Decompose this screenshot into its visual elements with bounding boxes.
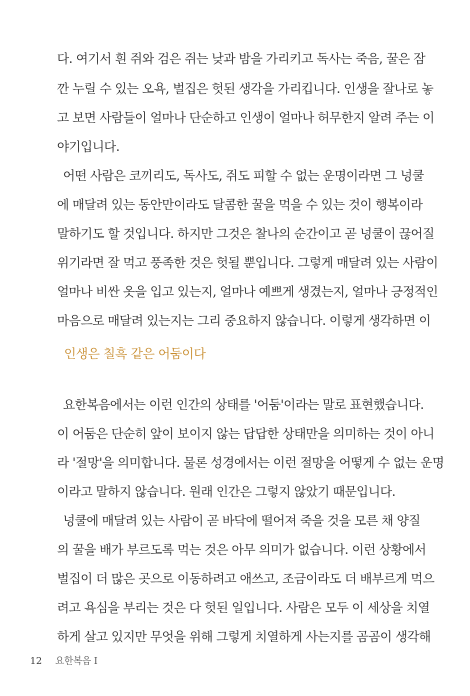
body-text-line: 깐 누릴 수 있는 오욕, 벌집은 헛된 생각을 가리킵니다. 인생을 잘나로 놓 — [57, 81, 434, 96]
body-text-line: 말하기도 할 것입니다. 하지만 그것은 찰나의 순간이고 곧 넝쿨이 끊어질 — [57, 226, 435, 241]
body-text-line: 마음으로 매달려 있는지는 그리 중요하지 않습니다. 이렇게 생각하면 이 — [57, 313, 431, 328]
running-title: 요한복음 I — [55, 656, 98, 667]
body-text-line: 요한복음에서는 이런 인간의 상태를 '어둠'이라는 말로 표현했습니다. — [63, 397, 424, 412]
body-text-line: 다. 여기서 흰 쥐와 검은 쥐는 낮과 밤을 가리키고 독사는 죽음, 꿀은 잠 — [57, 51, 426, 66]
body-text-line: 의 꿀을 배가 부르도록 먹는 것은 아무 의미가 없습니다. 이런 상황에서 — [57, 542, 427, 557]
body-text-line: 이라고 말하지 않습니다. 원래 인간은 그렇지 않았기 때문입니다. — [57, 484, 396, 499]
body-text-line: 위기라면 잘 먹고 풍족한 것은 헛될 뿐입니다. 그렇게 매달려 있는 사람이 — [57, 255, 438, 270]
body-text-line: 에 매달려 있는 동안만이라도 달콤한 꿀을 먹을 수 있는 것이 행복이라 — [57, 197, 423, 212]
section-heading: 인생은 칠흑 같은 어둠이다 — [64, 346, 206, 361]
page-footer — [30, 655, 97, 669]
body-text-line: 얼마나 비싼 옷을 입고 있는지, 얼마나 예쁘게 생겼는지, 얼마나 긍정적인 — [57, 284, 438, 299]
body-text-line: 고 보면 사람들이 얼마나 단순하고 인생이 얼마나 허무한지 알려 주는 이 — [57, 110, 435, 125]
body-text-line: 벌집이 더 많은 곳으로 이동하려고 애쓰고, 조금이라도 더 배부르게 먹으 — [57, 571, 435, 586]
body-text-line: 야기입니다. — [57, 139, 120, 154]
body-text-line: 어떤 사람은 코끼리도, 독사도, 쥐도 피할 수 없는 운명이라면 그 넝쿨 — [63, 168, 424, 183]
page-number: 12 — [30, 656, 43, 667]
body-text-line: 이 어둠은 단순히 앞이 보이지 않는 답답한 상태만을 의미하는 것이 아니 — [57, 426, 435, 441]
body-text-line: 려고 욕심을 부리는 것은 다 헛된 일입니다. 사람은 모두 이 세상을 치열 — [57, 600, 430, 615]
body-text-line: 넝쿨에 매달려 있는 사람이 곧 바닥에 떨어져 죽을 것을 모른 채 양질 — [63, 513, 421, 528]
body-text-line: 하게 살고 있지만 무엇을 위해 그렇게 치열하게 사는지를 곰곰이 생각해 — [57, 629, 431, 644]
body-text-line: 라 '절망'을 의미합니다. 물론 성경에서는 이런 절망을 어떻게 수 없는 운명 — [57, 455, 444, 470]
